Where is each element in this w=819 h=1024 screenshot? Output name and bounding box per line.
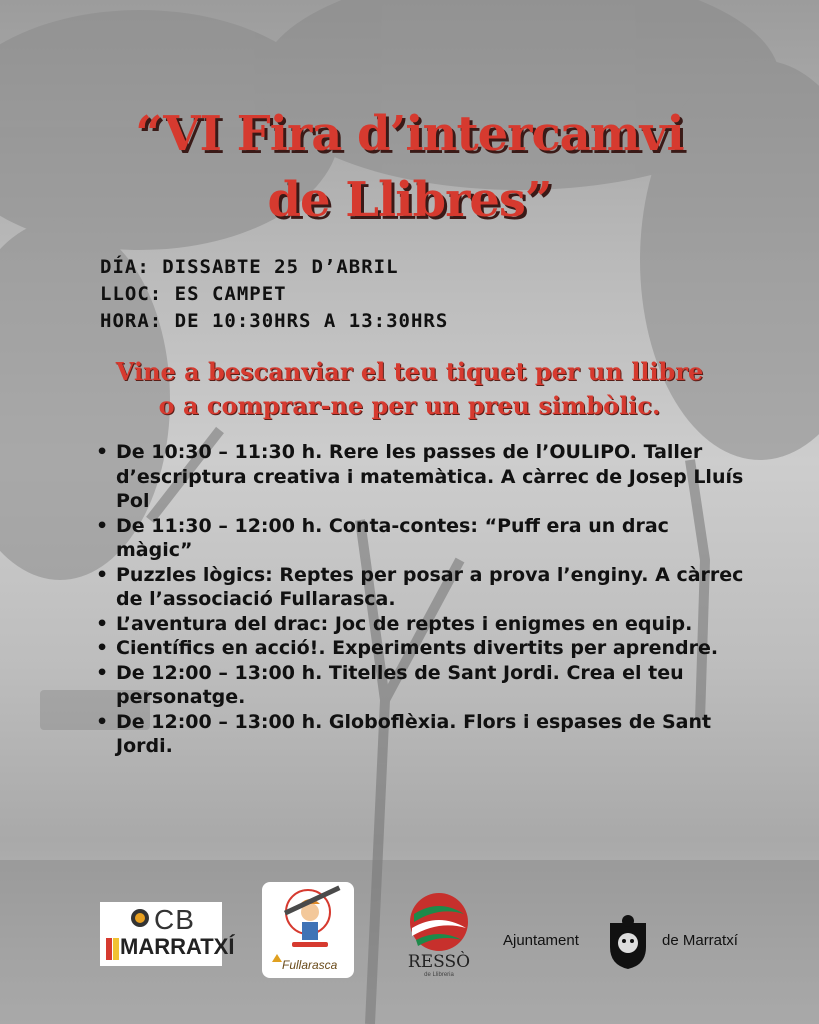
event-title-line-1: “VI Fira d’intercamvi bbox=[135, 106, 684, 162]
info-time: HORA: DE 10:30HRS A 13:30HRS bbox=[100, 310, 449, 332]
fullarasca-logo bbox=[262, 882, 354, 978]
activity-item: • De 11:30 – 12:00 h. Conta-contes: “Puff era un drac màgic” bbox=[92, 514, 752, 563]
activity-item: • De 10:30 – 11:30 h. Rere les passes de l’OULIPO. Taller d’escriptura creativa i matemàtica. A càrrec de Josep Lluís Pol bbox=[92, 440, 752, 514]
info-location: LLOC: ES CAMPET bbox=[100, 283, 287, 305]
coat-of-arms-icon bbox=[604, 913, 652, 971]
subtitle-line-1: Vine a bescanviar el teu tiquet per un llibre bbox=[115, 357, 704, 386]
resso-logo bbox=[400, 892, 478, 982]
activity-item: • De 12:00 – 13:00 h. Titelles de Sant Jordi. Crea el teu personatge. bbox=[92, 661, 752, 710]
cb-logo-top: CB bbox=[154, 904, 195, 935]
subtitle-line-2: o a comprar-ne per un preu simbòlic. bbox=[158, 391, 661, 420]
event-title-line-2: de Llibres” bbox=[267, 172, 552, 228]
ajuntament-town: de Marratxí bbox=[662, 932, 738, 949]
activity-list bbox=[92, 440, 752, 759]
ajuntament-label: Ajuntament bbox=[503, 932, 579, 949]
cb-marratxi-logo bbox=[100, 902, 235, 966]
activity-item: • L’aventura del drac: Joc de reptes i enigmes en equip. bbox=[92, 612, 752, 637]
resso-emblem-icon bbox=[400, 892, 478, 954]
resso-name: RESSÒ bbox=[407, 952, 471, 972]
info-date: DÍA: DISSABTE 25 D’ABRIL bbox=[100, 256, 399, 278]
fullarasca-name: Fullarasca bbox=[282, 958, 338, 972]
resso-tagline: de Llibreria bbox=[424, 972, 454, 978]
cb-logo-bottom: MARRATXÍ bbox=[120, 934, 235, 959]
activity-item: • De 12:00 – 13:00 h. Globoflèxia. Flors i espases de Sant Jordi. bbox=[92, 710, 752, 759]
activity-item: • Puzzles lògics: Reptes per posar a prova l’enginy. A càrrec de l’associació Fullarasca. bbox=[92, 563, 752, 612]
activity-item: • Científics en acció!. Experiments divertits per aprendre. bbox=[92, 636, 752, 661]
